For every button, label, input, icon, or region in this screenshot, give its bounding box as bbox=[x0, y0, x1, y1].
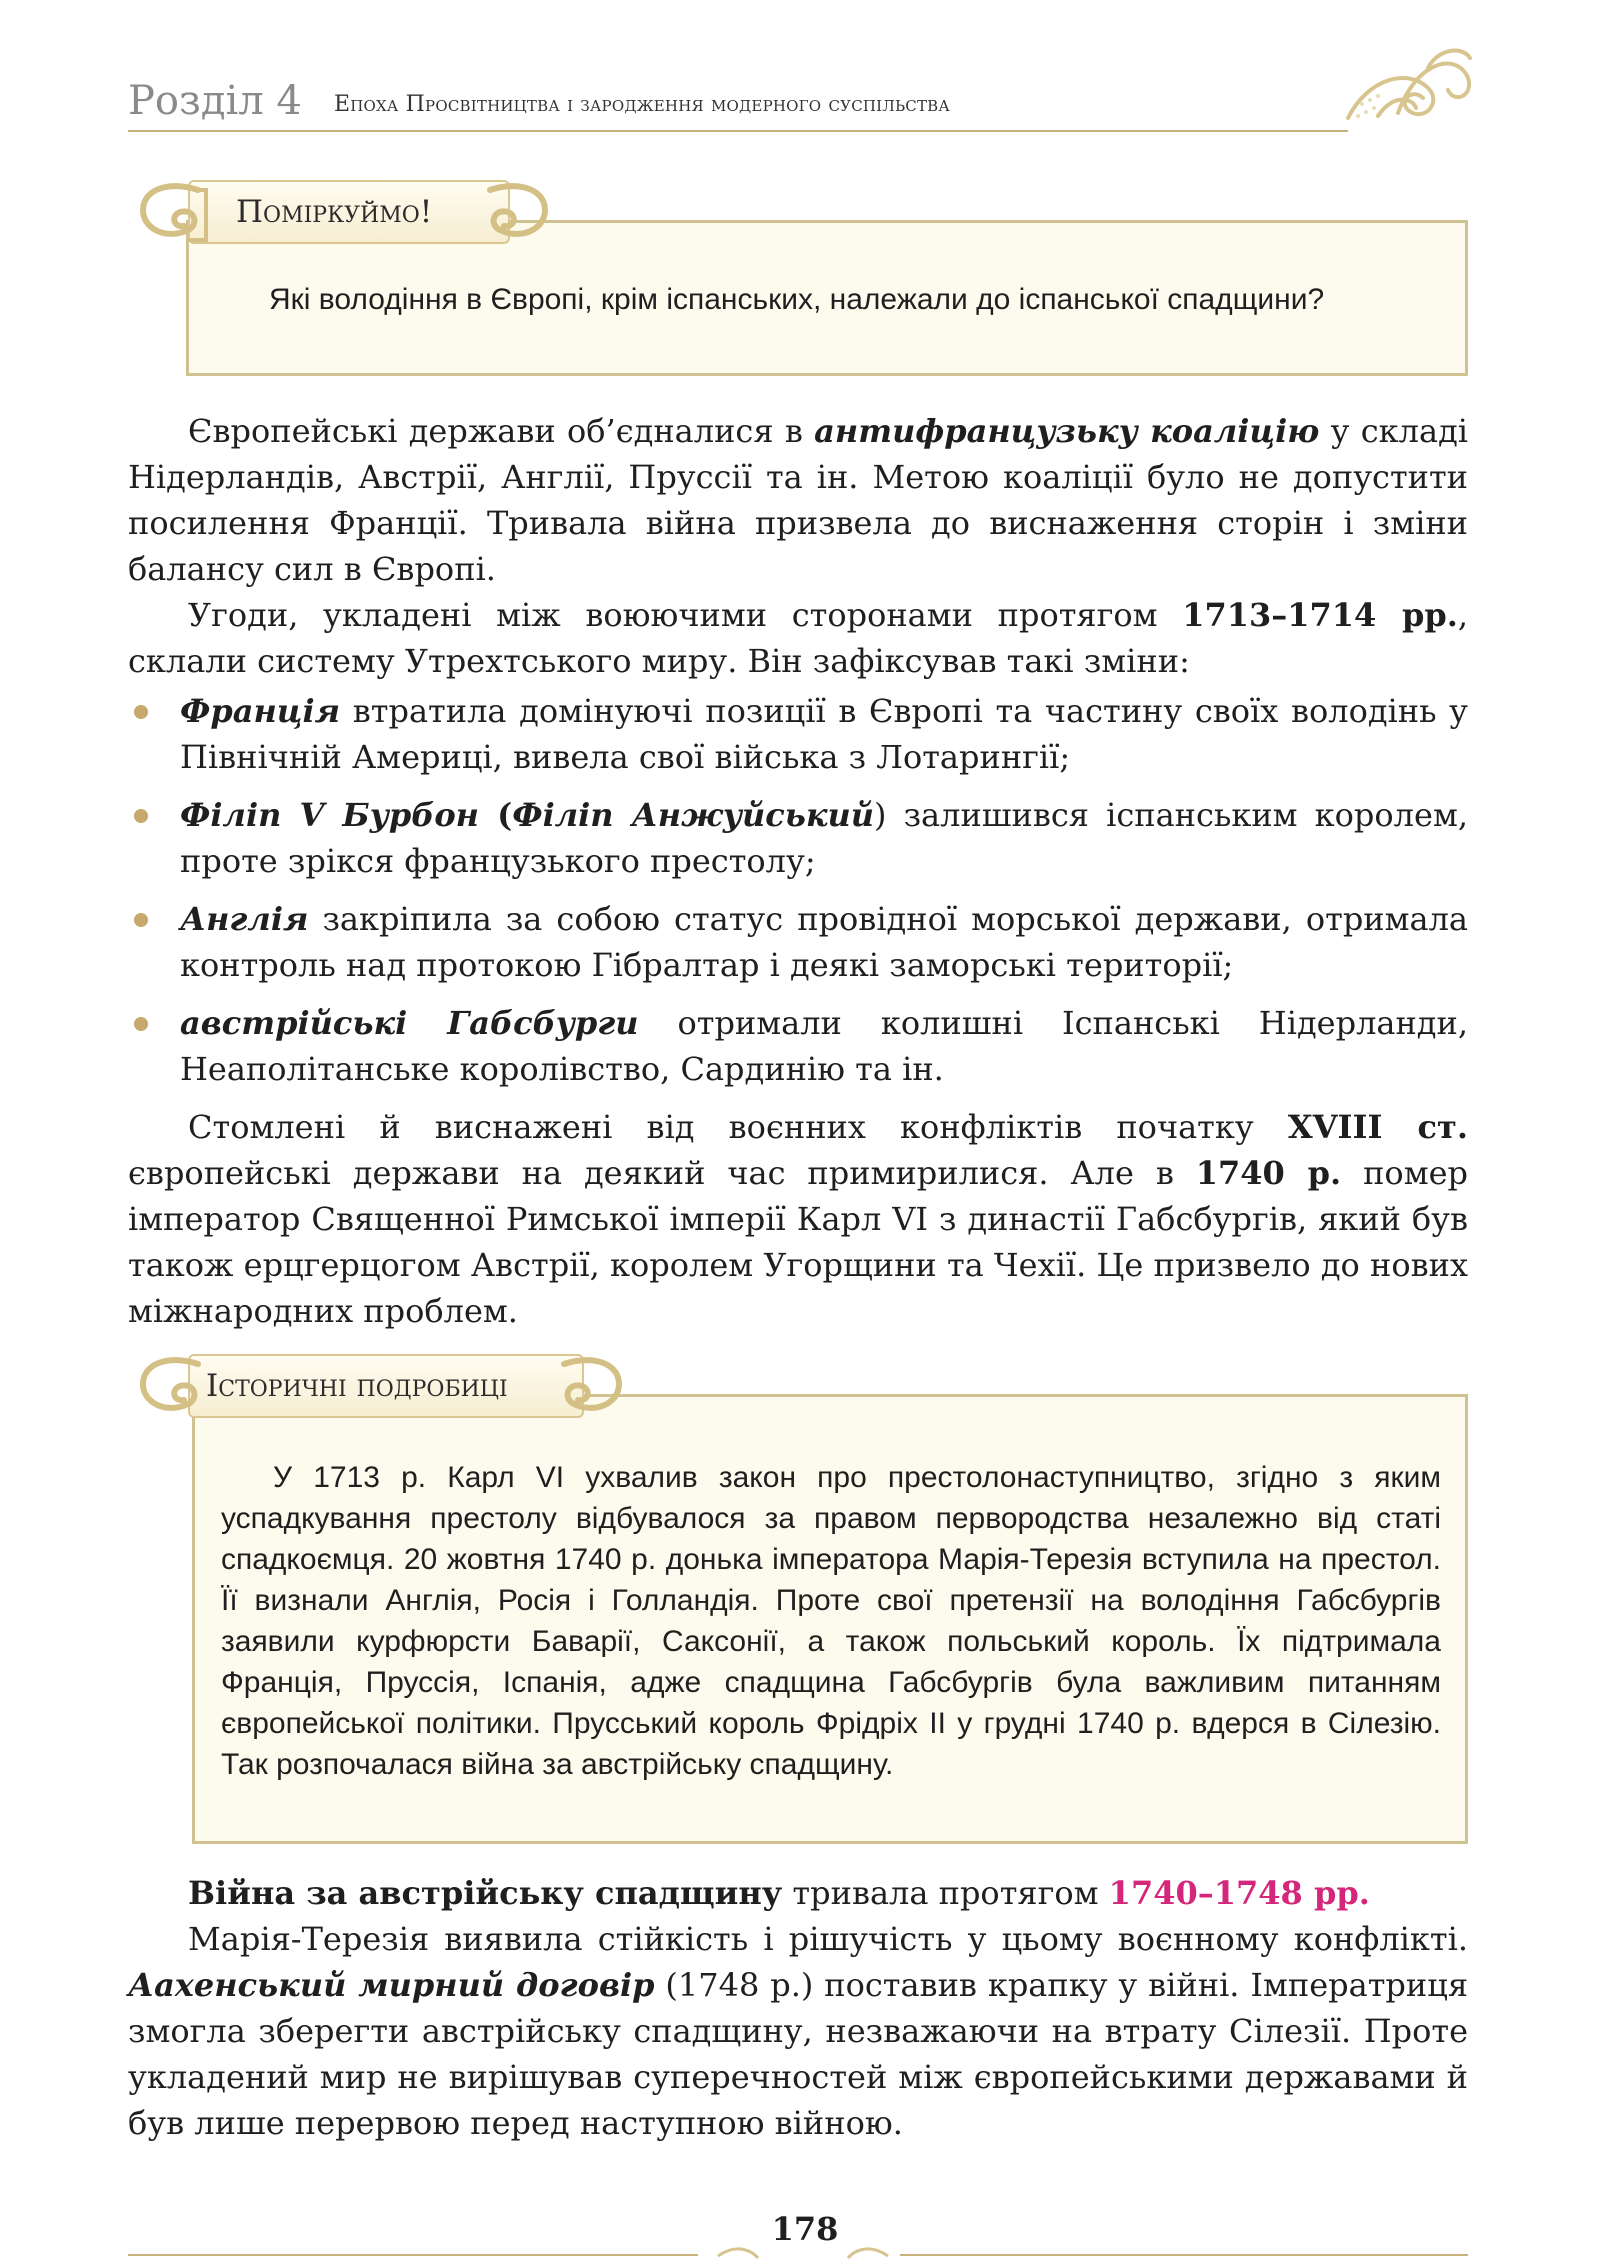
paragraph bbox=[128, 1104, 1468, 1334]
text-run: Угоди, укладені між воюючими сторонами протягом bbox=[188, 596, 1183, 634]
think-question: Які володіння в Європі, крім іспанських, належали до іспанської спадщини? bbox=[269, 283, 1325, 316]
highlighted-date: 1740–1748 рр. bbox=[1108, 1874, 1370, 1912]
date: XVIII ст. bbox=[1287, 1108, 1469, 1146]
text-run: Марія-Терезія виявила стійкість і рішучість у цьому воєнному конфлікті. bbox=[188, 1920, 1468, 1958]
scroll-right-ornament-icon bbox=[554, 1344, 634, 1430]
scroll-left-ornament-icon bbox=[128, 1344, 208, 1430]
text-run: європейські держави на деякий час примирилися. Але в bbox=[128, 1154, 1196, 1192]
header-rule bbox=[128, 130, 1348, 132]
text-run: закріпила за собою статус провідної морської держави, отримала контроль над протокою Гібралтар і деякі заморські території; bbox=[180, 900, 1468, 984]
scroll-left-ornament-icon bbox=[128, 170, 208, 256]
date: 1713–1714 рр. bbox=[1182, 596, 1458, 634]
flourish-ornament-icon bbox=[1318, 38, 1478, 138]
section-number: Розділ 4 bbox=[128, 78, 302, 124]
key-term: австрійські Габсбурги bbox=[180, 1004, 639, 1042]
bullet-icon bbox=[134, 913, 148, 927]
text-run: тривала протягом bbox=[782, 1874, 1109, 1912]
footer-rule-right bbox=[900, 2254, 1468, 2256]
paragraph bbox=[128, 1916, 1468, 2146]
think-box-label-text: Поміркуймо! bbox=[236, 194, 433, 230]
text-run: (1748 р.) поставив крапку у війні. Імператриця змогла зберегти австрійську спадщину, незважаючи на втрату Сілезії. Проте укладений мир не вирішував суперечностей між європейськими державами й був лише перервою перед наступною війною. bbox=[128, 1966, 1469, 2142]
text-run: Європейські держави об’єдналися в bbox=[188, 412, 815, 450]
bullet-icon bbox=[134, 809, 148, 823]
historical-details-text bbox=[221, 1457, 1441, 1785]
main-text-block-1 bbox=[128, 408, 1468, 1334]
date: 1740 р. bbox=[1195, 1154, 1342, 1192]
bullet-list bbox=[128, 688, 1468, 1092]
paragraph bbox=[128, 592, 1468, 684]
page-number: 178 bbox=[771, 2210, 839, 2248]
bullet-icon bbox=[134, 1017, 148, 1031]
think-box-text bbox=[217, 279, 1437, 320]
key-term: Аахенський мирний договір bbox=[128, 1966, 655, 2004]
page-header bbox=[128, 78, 1468, 136]
list-item bbox=[128, 792, 1468, 884]
text-run: ) залишився іспанським королем, проте зрікся французького престолу; bbox=[180, 796, 1468, 880]
text-run: Стомлені й виснажені від воєнних конфліктів початку bbox=[188, 1108, 1288, 1146]
historical-details-paragraph: У 1713 р. Карл VI ухвалив закон про престолонаступництво, згідно з яким успадкування престолу відбувалося за правом первородства незалежно від статі спадкоємця. 20 жовтня 1740 р. донька імператора Марія-Терезія вступила на престол. Її визнали Англія, Росія і Голландія. Проте свої претензії на володіння Габсбургів заявили курфюрсти Баварії, Саксонії, а також польський король. Їх підтримала Франція, Пруссія, Іспанія, адже спадщина Габсбургів була важливим питанням європейської політики. Прусський король Фрідріх II у грудні 1740 р. вдерся в Сілезію. Так розпочалася війна за австрійську спадщину. bbox=[221, 1461, 1441, 1781]
list-item bbox=[128, 688, 1468, 780]
text-run: у складі Нідерландів, Австрії, Англії, Пруссії та ін. Метою коаліції було не допустити посилення Франції. Тривала війна призвела до виснаження сторін і зміни балансу сил в Європі. bbox=[128, 412, 1469, 588]
scroll-right-ornament-icon bbox=[480, 170, 560, 256]
text-run: ( bbox=[478, 796, 513, 834]
section-title: Епоха Просвітництва і зародження модерного суспільства bbox=[334, 92, 950, 117]
key-term: Війна за австрійську спадщину bbox=[188, 1874, 783, 1912]
think-box-label bbox=[188, 180, 510, 244]
list-item bbox=[128, 896, 1468, 988]
text-run: отримали колишні Іспанські Нідерланди, Неаполітанське королівство, Сардинію та ін. bbox=[180, 1004, 1469, 1088]
key-term: Філіп V Бурбон bbox=[180, 796, 479, 834]
bullet-icon bbox=[134, 705, 148, 719]
key-term: антифранцузьку коаліцію bbox=[814, 412, 1320, 450]
historical-details-label bbox=[188, 1354, 584, 1418]
key-term: Філіп Анжуйський bbox=[512, 796, 874, 834]
paragraph bbox=[128, 1870, 1468, 1916]
key-term: Англія bbox=[180, 900, 309, 938]
historical-details-label-text: Історичні подробиці bbox=[206, 1368, 508, 1404]
list-item bbox=[128, 1000, 1468, 1092]
text-run: втратила домінуючі позиції в Європі та частину своїх володінь у Північній Америці, вивела свої війська з Лотарингії; bbox=[180, 692, 1468, 776]
historical-details-box bbox=[192, 1394, 1468, 1844]
paragraph bbox=[128, 408, 1468, 592]
key-term: Франція bbox=[180, 692, 341, 730]
footer-rule-left bbox=[128, 2254, 698, 2256]
text-run: помер імператор Священної Римської імперії Карл VI з династії Габсбургів, який був також ерцгерцогом Австрії, королем Угорщини та Чехії. Це призвело до нових міжнародних проблем. bbox=[128, 1154, 1469, 1330]
text-run: , склали систему Утрехтського миру. Він зафіксував такі зміни: bbox=[128, 596, 1469, 680]
main-text-block-2 bbox=[128, 1870, 1468, 2146]
